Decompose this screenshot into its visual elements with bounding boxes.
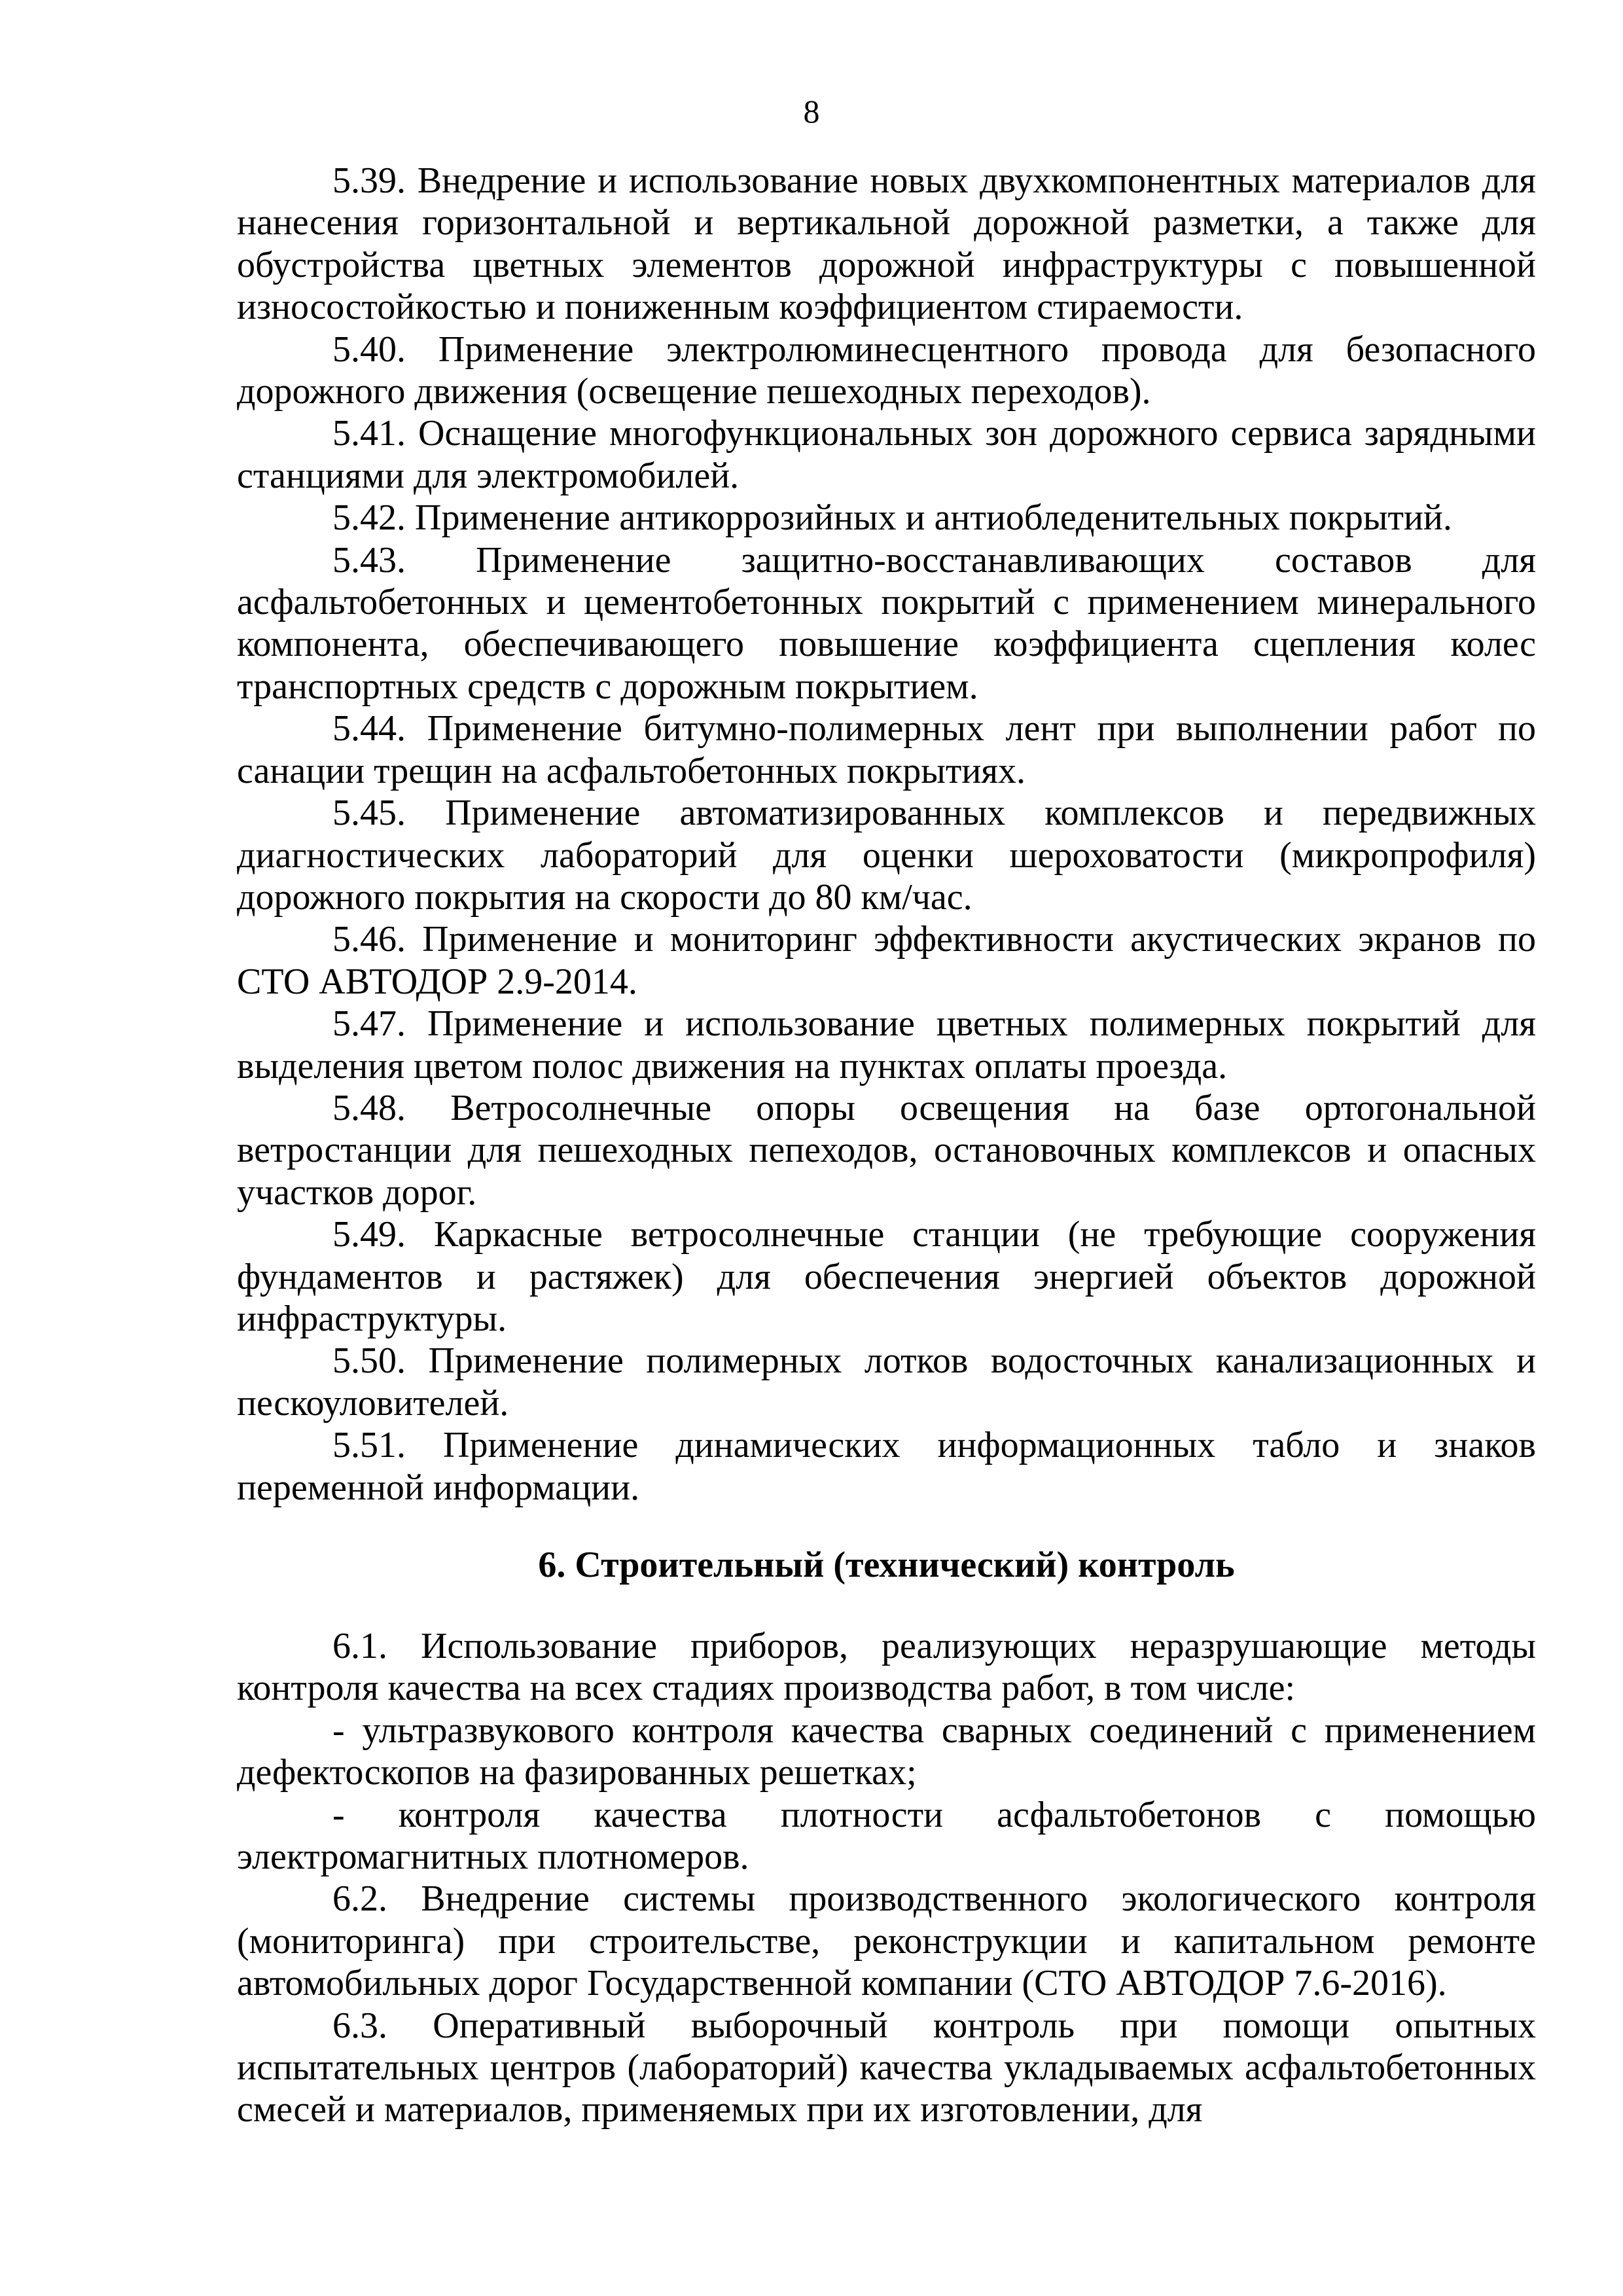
sub-list-item (237, 1794, 1536, 1878)
item-number: 5.42. (332, 497, 406, 539)
item-text: Применение полимерных лотков водосточных канализационных и пескоуловителей. (237, 1340, 1536, 1424)
item-text: Применение автоматизированных комплексов и передвижных диагностических лабораторий для оценки шероховатости (микропрофиля) дорожного покрытия на скорости до 80 км/час. (237, 793, 1537, 918)
item-number: 5.51. (332, 1425, 406, 1466)
list-item (237, 1424, 1536, 1509)
list-item (237, 412, 1536, 497)
list-item (237, 1087, 1536, 1213)
item-number: 5.47. (332, 1003, 406, 1045)
item-number: 5.46. (332, 919, 406, 960)
item-number: 6.3. (332, 2005, 387, 2046)
item-number: 5.50. (332, 1340, 406, 1382)
list-item (237, 1340, 1536, 1424)
list-item (237, 1625, 1536, 1710)
item-text: Внедрение и использование новых двухкомпонентных материалов для нанесения горизонтальной и вертикальной дорожной разметки, а также для обустройства цветных элементов дорожной инфраструктуры с повышенной износостойкостью и пониженным коэффициентом стираемости. (237, 160, 1536, 328)
item-number: 5.41. (332, 413, 406, 454)
item-text: - контроля качества плотности асфальтобетонов с помощью электромагнитных плотномеров. (237, 1794, 1536, 1878)
item-text: Применение и мониторинг эффективности акустических экранов по СТО АВТОДОР 2.9-2014. (237, 919, 1537, 1002)
item-text: Внедрение системы производственного экологического контроля (мониторинга) при строительстве, реконструкции и капитальном ремонте автомобильных дорог Государственной компании (СТО АВТОДОР 7.6-2016). (237, 1878, 1537, 2004)
page-number: 8 (803, 93, 820, 130)
item-text: Применение электролюминесцентного провода для безопасного дорожного движения (освещение пешеходных переходов). (237, 329, 1536, 412)
item-text: - ультразвукового контроля качества сварных соединений с применением дефектоскопов на фазированных решетках; (237, 1710, 1536, 1793)
item-text: Применение динамических информационных табло и знаков переменной информации. (237, 1425, 1537, 1508)
item-number: 5.43. (332, 539, 406, 581)
list-item (237, 918, 1536, 1003)
item-text: Каркасные ветросолнечные станции (не требующие сооружения фундаментов и растяжек) для обеспечения энергией объектов дорожной инфраструктуры. (237, 1214, 1536, 1339)
item-text: Применение и использование цветных полимерных покрытий для выделения цветом полос движения на пунктах оплаты проезда. (237, 1003, 1537, 1086)
list-item (237, 497, 1536, 539)
item-text: Ветросолнечные опоры освещения на базе ортогональной ветростанции для пешеходных пепеходов, остановочных комплексов и опасных участков дорог. (237, 1087, 1536, 1213)
list-item (237, 160, 1536, 329)
item-number: 5.39. (332, 160, 406, 201)
item-text: Применение антикоррозийных и антиобледенительных покрытий. (415, 497, 1452, 539)
list-item (237, 329, 1536, 413)
item-text: Применение битумно-полимерных лент при выполнении работ по санации трещин на асфальтобетонных покрытиях. (237, 708, 1536, 791)
item-text: Оперативный выборочный контроль при помощи опытных испытательных центров (лабораторий) качества укладываемых асфальтобетонных смесей и материалов, применяемых при их изготовлении, для (237, 2005, 1536, 2130)
list-item (237, 539, 1536, 708)
document-body (237, 160, 1536, 2131)
item-number: 5.44. (332, 708, 406, 749)
item-number: 5.49. (332, 1214, 406, 1255)
item-number: 5.48. (332, 1087, 406, 1128)
item-number: 6.1. (332, 1626, 387, 1666)
item-text: Применение защитно-восстанавливающих составов для асфальтобетонных и цементобетонных покрытий с применением минерального компонента, обеспечивающего повышение коэффициента сцепления колес транспортных средств с дорожным покрытием. (237, 539, 1537, 707)
item-number: 6.2. (332, 1878, 387, 1920)
list-item (237, 1878, 1536, 2004)
item-number: 5.40. (332, 329, 406, 370)
list-item (237, 708, 1536, 792)
item-number: 5.45. (332, 793, 406, 834)
sub-list-item (237, 1710, 1536, 1794)
item-text: Оснащение многофункциональных зон дорожного сервиса зарядными станциями для электромобилей. (237, 413, 1537, 496)
item-text: Использование приборов, реализующих неразрушающие методы контроля качества на всех стадиях производства работ, в том числе: (237, 1626, 1537, 1709)
list-item (237, 792, 1536, 918)
list-item (237, 1003, 1536, 1087)
list-item (237, 2005, 1536, 2131)
list-item (237, 1213, 1536, 1340)
section-heading: 6. Строительный (технический) контроль (538, 1545, 1235, 1585)
